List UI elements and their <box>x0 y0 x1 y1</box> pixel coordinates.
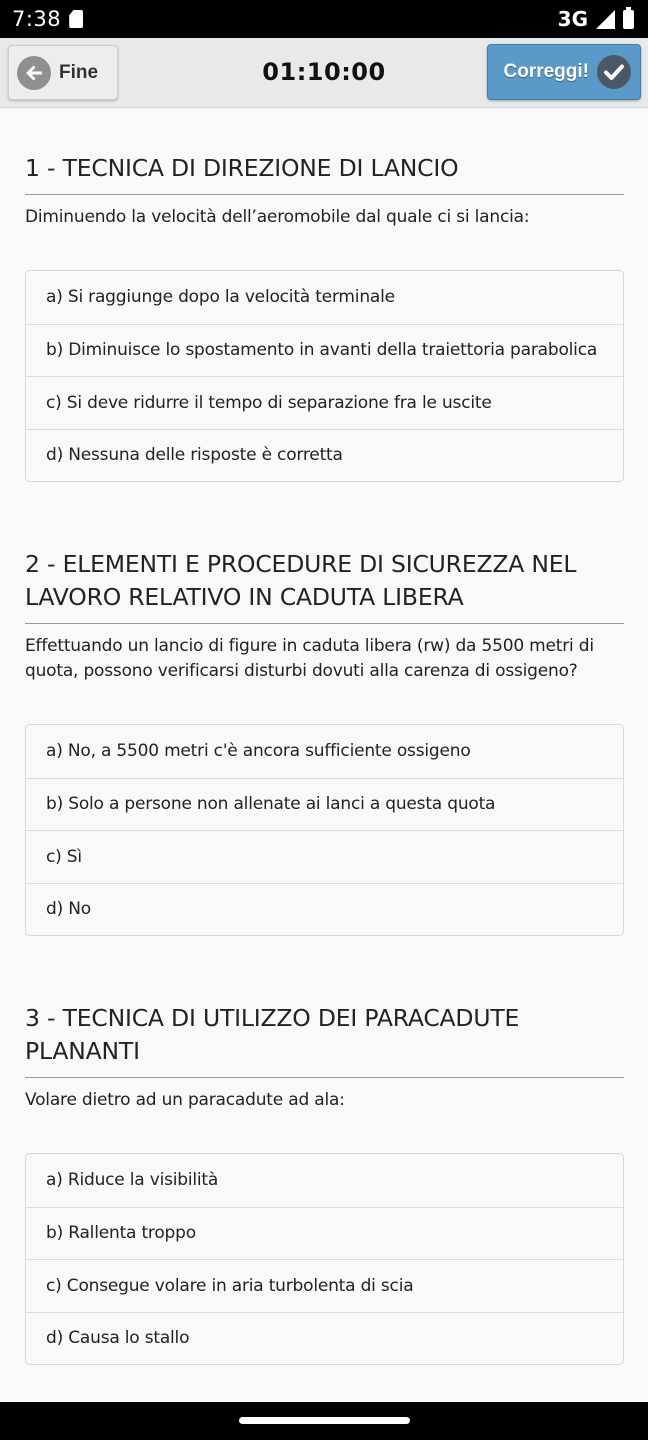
signal-icon <box>596 10 615 29</box>
answer-option-d[interactable]: d) Causa lo stallo <box>26 1312 623 1365</box>
question-title: 1 - TECNICA DI DIREZIONE DI LANCIO <box>25 152 624 195</box>
home-gesture-handle[interactable] <box>239 1417 410 1424</box>
answer-option-c[interactable]: c) Si deve ridurre il tempo di separazione fra le uscite <box>26 376 623 429</box>
answer-list <box>25 270 624 482</box>
countdown-timer: 01:10:00 <box>262 58 386 86</box>
answer-option-d[interactable]: d) No <box>26 883 623 936</box>
fine-label: Fine <box>59 61 99 83</box>
correggi-label: Correggi! <box>503 61 589 82</box>
answer-list <box>25 724 624 936</box>
network-type: 3G <box>557 7 588 31</box>
status-left <box>12 7 83 31</box>
answer-option-c[interactable]: c) Sì <box>26 830 623 883</box>
app-bar <box>0 38 648 108</box>
answer-option-a[interactable]: a) Si raggiunge dopo la velocità terminale <box>46 287 395 308</box>
question-text: Effettuando un lancio di figure in caduta libera (rw) da 5500 metri di quota, possono verificarsi disturbi dovuti alla carenza di ossigeno? <box>25 636 594 681</box>
answer-option-a[interactable]: a) Riduce la visibilità <box>46 1170 219 1191</box>
question-3 <box>25 1002 624 1365</box>
answer-option-b[interactable]: b) Diminuisce lo spostamento in avanti della traiettoria parabolica <box>26 324 623 377</box>
question-title: 3 - TECNICA DI UTILIZZO DEI PARACADUTE PLANANTI <box>25 1002 624 1078</box>
battery-icon <box>623 10 634 29</box>
answer-option-b[interactable]: b) Rallenta troppo <box>26 1207 623 1260</box>
status-right <box>558 7 634 31</box>
answer-list <box>25 1153 624 1365</box>
question-title: 2 - ELEMENTI E PROCEDURE DI SICUREZZA NEL LAVORO RELATIVO IN CADUTA LIBERA <box>25 548 624 624</box>
navigation-bar <box>0 1402 648 1440</box>
quiz-content <box>25 108 624 1365</box>
question-text: Diminuendo la velocità dell’aeromobile dal quale ci si lancia: <box>25 207 530 227</box>
answer-option-d[interactable]: d) Nessuna delle risposte è corretta <box>26 429 623 482</box>
checkmark-icon <box>597 55 631 89</box>
question-2 <box>25 548 624 936</box>
status-time: 7:38 <box>12 7 62 31</box>
question-text: Volare dietro ad un paracadute ad ala: <box>25 1090 345 1110</box>
answer-option-a[interactable]: a) No, a 5500 metri c'è ancora sufficiente ossigeno <box>46 741 471 762</box>
correggi-button[interactable] <box>487 44 641 100</box>
answer-option-c[interactable]: c) Consegue volare in aria turbolenta di scia <box>26 1259 623 1312</box>
status-bar <box>0 0 648 38</box>
question-1 <box>25 152 624 482</box>
sd-card-icon <box>69 10 83 28</box>
answer-option-b[interactable]: b) Solo a persone non allenate ai lanci a questa quota <box>26 778 623 831</box>
